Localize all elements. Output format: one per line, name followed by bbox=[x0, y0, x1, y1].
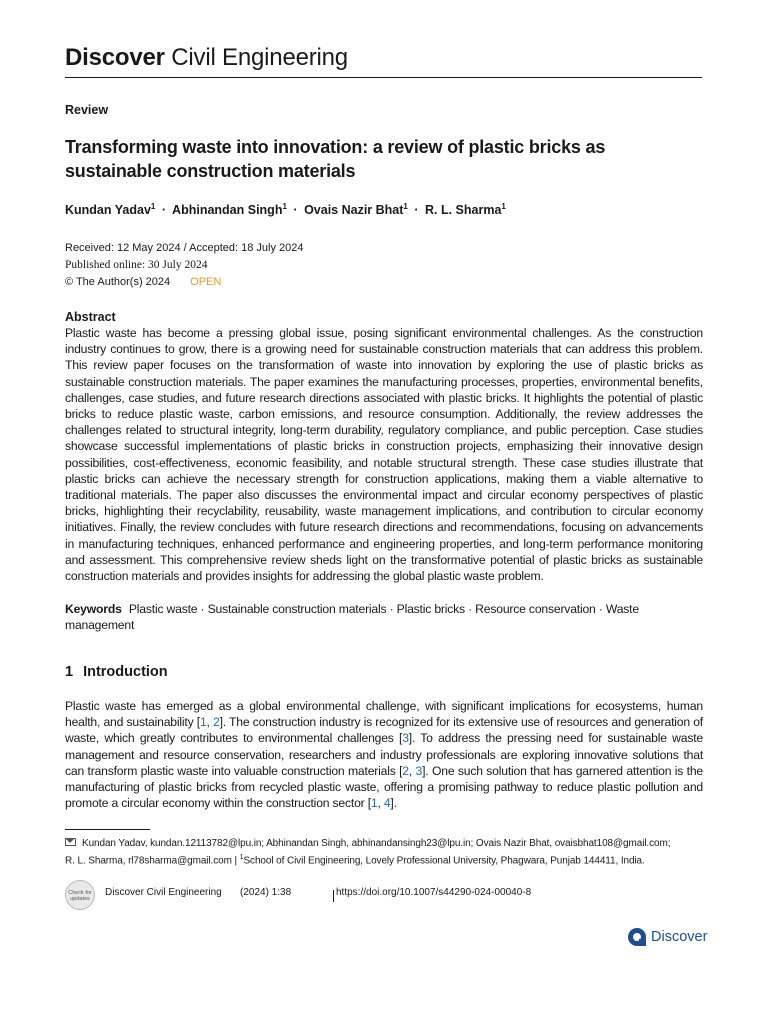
published-date: Published online: 30 July 2024 bbox=[65, 259, 208, 271]
intro-text: , bbox=[206, 715, 213, 730]
intro-text: ]. One such solution that has garnered attention is the manufacturing of plastic bricks from recycled plastic waste, offering a promising pathway to reduce plastic pollution and promote a circular economy within the construction sector [ bbox=[65, 763, 703, 811]
section-heading-introduction bbox=[65, 664, 168, 680]
author-emails[interactable]: Kundan Yadav, kundan.12113782@lpu.in; Abhinandan Singh, abhinandansingh23@lpu.in; Ovais Nazir Bhat, ovaisbhat108@gmail.com; bbox=[82, 838, 671, 849]
discover-logo-icon bbox=[628, 928, 646, 946]
footer-journal: Discover Civil Engineering bbox=[105, 887, 222, 898]
footer-volume: (2024) 1:38 bbox=[240, 887, 292, 898]
author-affiliation: 1 bbox=[282, 202, 287, 211]
citation-link[interactable]: 1 bbox=[199, 715, 207, 730]
article-title: Transforming waste into innovation: a review of plastic bricks as sustainable construction materials bbox=[65, 137, 606, 181]
intro-text: ]. bbox=[390, 796, 397, 811]
section-title: Introduction bbox=[83, 664, 168, 680]
article-type: Review bbox=[65, 103, 109, 117]
intro-text: ]. To address the pressing need for sustainable waste management and resource conservation, researchers and industry professionals are exploring innovative solutions that can transform plastic waste into valuable construction materials [ bbox=[65, 731, 703, 778]
envelope-icon bbox=[65, 838, 76, 846]
abstract-heading: Abstract bbox=[65, 310, 116, 324]
article-dates bbox=[65, 240, 304, 291]
open-access-badge: OPEN bbox=[190, 276, 222, 288]
citation-link[interactable]: 3 bbox=[415, 763, 423, 778]
intro-text: , bbox=[377, 796, 384, 811]
footnote-line-2 bbox=[65, 851, 705, 868]
publisher-brand bbox=[628, 926, 707, 948]
journal-title bbox=[65, 44, 348, 72]
citation-link[interactable]: 2 bbox=[402, 763, 409, 778]
intro-text: Plastic waste has emerged as a global environmental challenge, with significant implications for ecosystems, human health, and sustainability [ bbox=[65, 699, 703, 730]
received-accepted-date: Received: 12 May 2024 / Accepted: 18 July 2024 bbox=[65, 242, 304, 254]
footnote-line-1 bbox=[65, 837, 705, 851]
author-separator: · bbox=[414, 203, 419, 217]
author-list bbox=[65, 202, 506, 217]
author-affiliation: 1 bbox=[150, 202, 156, 211]
section-number: 1 bbox=[65, 664, 74, 680]
author-name[interactable]: R. L. Sharma bbox=[425, 203, 502, 217]
introduction-paragraph bbox=[65, 698, 703, 811]
author-name[interactable]: Kundan Yadav bbox=[65, 203, 151, 217]
citation-link[interactable]: 2 bbox=[212, 715, 220, 730]
affiliation-text: School of Civil Engineering, Lovely Professional University, Phagwara, Punjab 144411, India. bbox=[243, 854, 645, 866]
journal-title-bold: Discover bbox=[65, 44, 165, 71]
footer-doi-link[interactable]: https://doi.org/10.1007/s44290-024-00040-8 bbox=[336, 887, 532, 898]
author-separator: · bbox=[161, 203, 167, 217]
page-footer bbox=[65, 880, 705, 910]
correspondence-footnote bbox=[65, 837, 705, 867]
intro-text: , bbox=[408, 763, 416, 778]
author-affiliation: 1 bbox=[501, 202, 506, 211]
keywords-text: Plastic waste · Sustainable construction materials · Plastic bricks · Resource conservation · Waste management bbox=[65, 602, 639, 633]
citation-link[interactable]: 3 bbox=[402, 731, 409, 746]
journal-title-rest: Civil Engineering bbox=[171, 44, 348, 71]
brand-name: Discover bbox=[651, 929, 708, 945]
copyright-line bbox=[65, 274, 304, 291]
keywords-heading: Keywords bbox=[65, 602, 122, 616]
footnote-rule bbox=[65, 829, 150, 830]
citation-link[interactable]: 4 bbox=[383, 796, 391, 811]
author-email-last[interactable]: R. L. Sharma, rl78sharma@gmail.com | bbox=[65, 854, 240, 866]
author-name[interactable]: Ovais Nazir Bhat bbox=[304, 203, 404, 217]
intro-text: ]. The construction industry is recognized for its extensive use of resources and generation of waste, which greatly contributes to environmental challenges [ bbox=[65, 715, 703, 746]
author-affiliation: 1 bbox=[403, 202, 408, 211]
author-separator: · bbox=[293, 203, 298, 217]
copyright-text: © The Author(s) 2024 bbox=[65, 276, 171, 288]
citation-link[interactable]: 1 bbox=[370, 796, 378, 811]
affiliation-mark: 1 bbox=[239, 853, 244, 861]
abstract-text: Plastic waste has become a pressing global issue, posing significant environmental challenges. As the construction industry continues to grow, there is a growing need for sustainable construction materials that can address this problem. This review paper focuses on the transformation of waste into innovation by exploring the use of plastic bricks as sustainable construction materials. The paper examines the manufacturing processes, properties, environmental benefits, challenges, case studies, and future research directions associated with plastic bricks. It highlights the potential of plastic bricks to reduce plastic waste, carbon emissions, and resource consumption. Additionally, the review addresses the challenges related to structural integrity, long-term durability, regulatory compliance, and public perception. Case studies showcase successful implementations of plastic bricks in construction projects, emphasizing their innovative design possibilities, cost-effectiveness, economic feasibility, and notable structural strength. These case studies illustrate that plastic bricks can achieve the necessary strength for construction applications, making them a viable alternative to traditional materials. The paper also discusses the environmental impact and circular economy perspectives of plastic bricks, highlighting their recyclability, reusability, waste management implications, and contribution to circular economy initiatives. Finally, the review concludes with future research directions and recommendations, focusing on advancements in manufacturing techniques, enhanced performance and engineering properties, and long-term performance monitoring and assessment. This comprehensive review sheds light on the transformative potential of plastic bricks as sustainable construction materials and provides insights for addressing the global plastic waste problem. bbox=[65, 326, 703, 584]
header-rule bbox=[65, 77, 702, 78]
keywords bbox=[65, 601, 703, 633]
author-name[interactable]: Abhinandan Singh bbox=[172, 203, 283, 217]
check-for-updates-icon[interactable]: Check for updates bbox=[65, 880, 95, 910]
